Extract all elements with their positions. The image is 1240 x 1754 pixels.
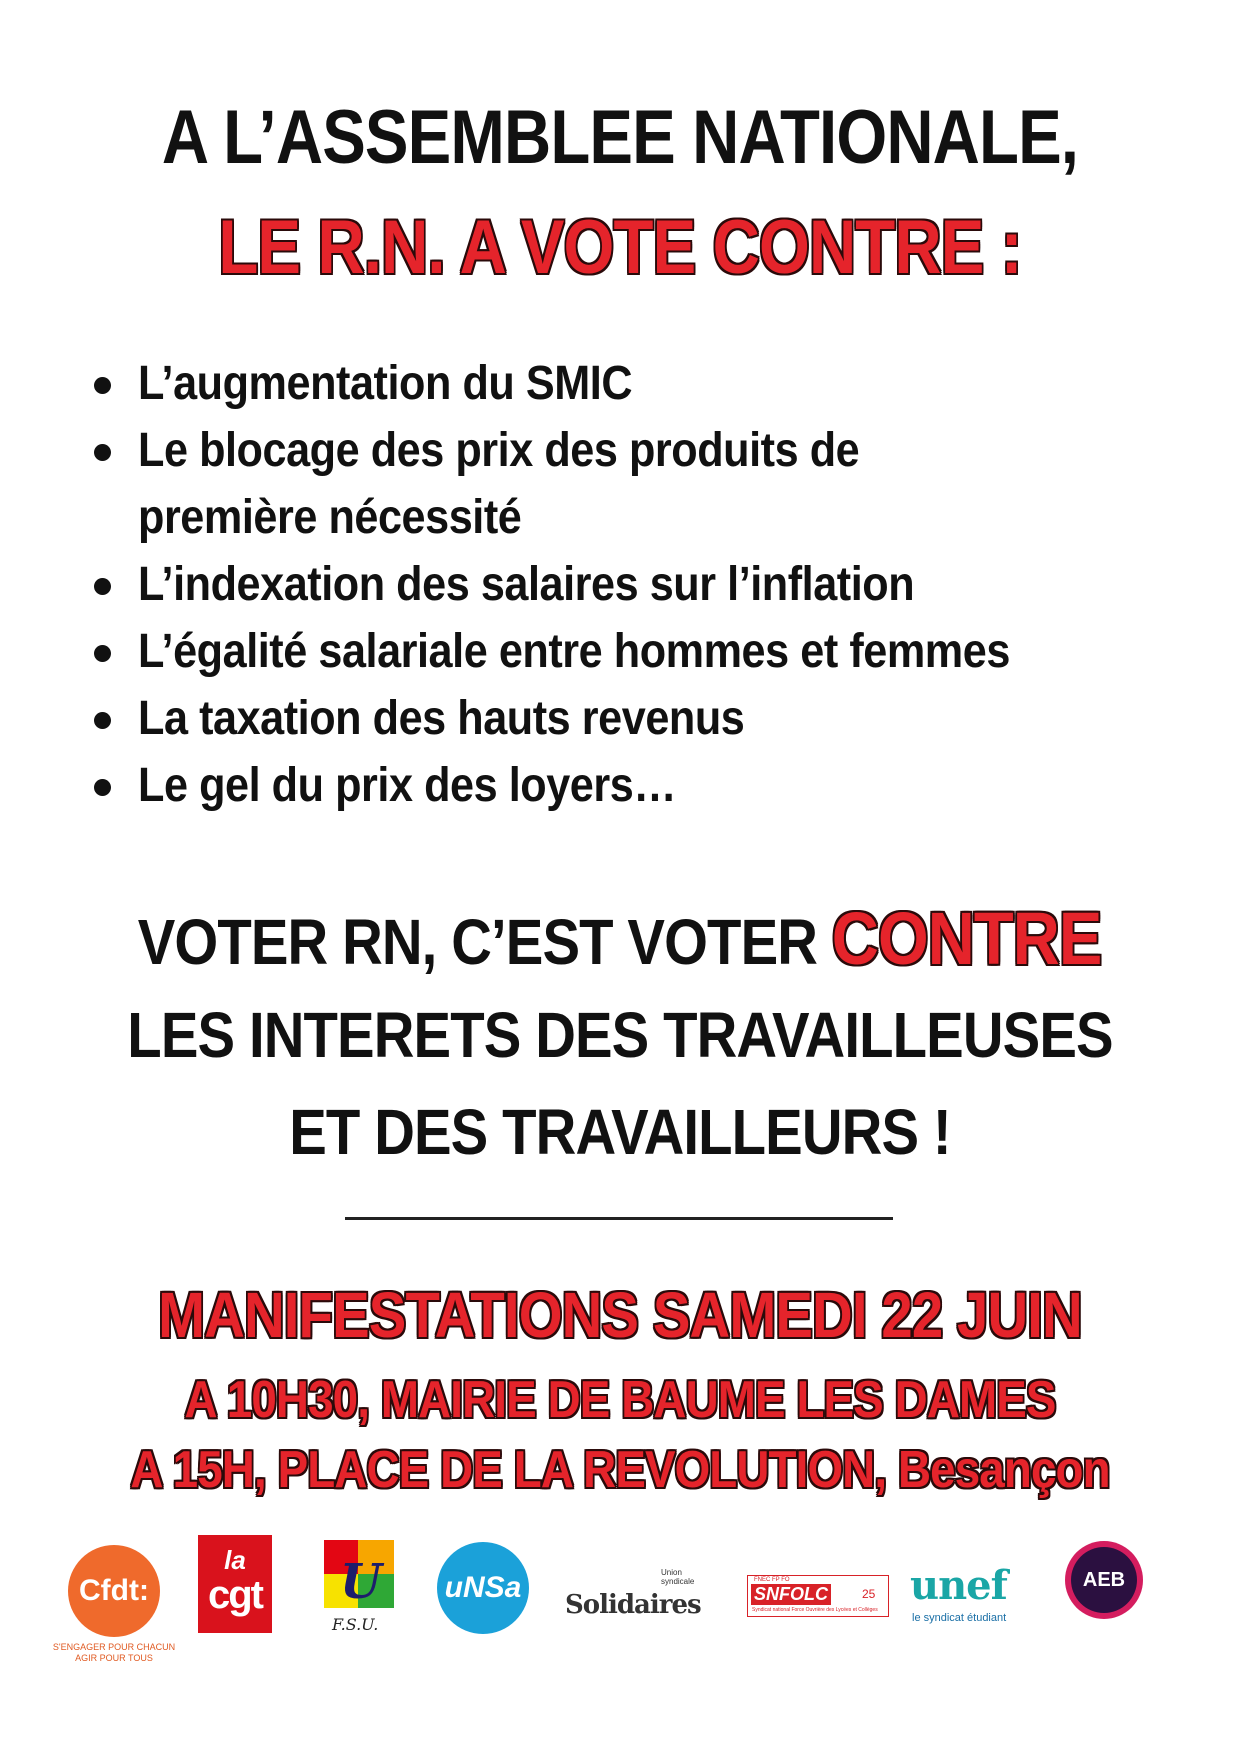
bullet-icon	[94, 779, 111, 796]
svg-text:F.S.U.: F.S.U.	[332, 1615, 379, 1634]
message-line-3: ET DES TRAVAILLEURS !	[289, 1096, 951, 1168]
event-title: MANIFESTATIONS SAMEDI 22 JUIN	[158, 1279, 1082, 1351]
headline-line-2: LE R.N. A VOTE CONTRE :	[218, 205, 1022, 290]
cfdt-tagline: S'ENGAGER POUR CHACUN AGIR POUR TOUS	[52, 1642, 176, 1663]
list-item-continuation: première nécessité	[138, 491, 522, 544]
list-item: L’augmentation du SMIC	[88, 350, 1198, 417]
solidaires-logo: Union syndicale Solidaires	[565, 1568, 701, 1620]
bullet-icon	[94, 578, 111, 595]
bullet-icon	[94, 712, 111, 729]
list-item: La taxation des hauts revenus	[88, 685, 1198, 752]
aeb-logo: AEB	[1065, 1541, 1143, 1619]
vote-list	[88, 350, 1198, 819]
snfolc-logo: FNEC FP FO SNFOLC 25 Syndicat national Force Ouvrière des Lycées et Collèges	[747, 1575, 889, 1617]
list-item: Le gel du prix des loyers…	[88, 752, 1198, 819]
divider	[345, 1217, 893, 1220]
cfdt-logo: Cfdt:	[68, 1545, 160, 1637]
bullet-icon	[94, 444, 111, 461]
cgt-logo: la cgt	[198, 1535, 272, 1633]
fsu-logo	[324, 1540, 398, 1636]
headline-line-1: A L’ASSEMBLEE NATIONALE,	[161, 95, 1079, 180]
message-prefix: VOTER RN, C’EST VOTER	[138, 906, 833, 978]
message-line-1	[0, 897, 1240, 980]
bullet-icon	[94, 645, 111, 662]
unsa-logo: uNSa	[437, 1542, 529, 1634]
message-line-2: LES INTERETS DES TRAVAILLEUSES	[127, 999, 1113, 1071]
bullet-icon	[94, 377, 111, 394]
event-location-2: A 15H, PLACE DE LA REVOLUTION, Besançon	[130, 1441, 1110, 1499]
list-item: L’indexation des salaires sur l’inflation	[88, 551, 1198, 618]
unef-logo: unef le syndicat étudiant	[910, 1562, 1007, 1624]
list-item: L’égalité salariale entre hommes et femmes	[88, 618, 1198, 685]
message-emphasis: CONTRE	[832, 897, 1102, 980]
svg-text:U: U	[340, 1554, 382, 1610]
union-logos	[0, 1530, 1240, 1670]
list-item: Le blocage des prix des produits de première nécessité	[88, 417, 1198, 551]
event-location-1: A 10H30, MAIRIE DE BAUME LES DAMES	[184, 1371, 1056, 1429]
